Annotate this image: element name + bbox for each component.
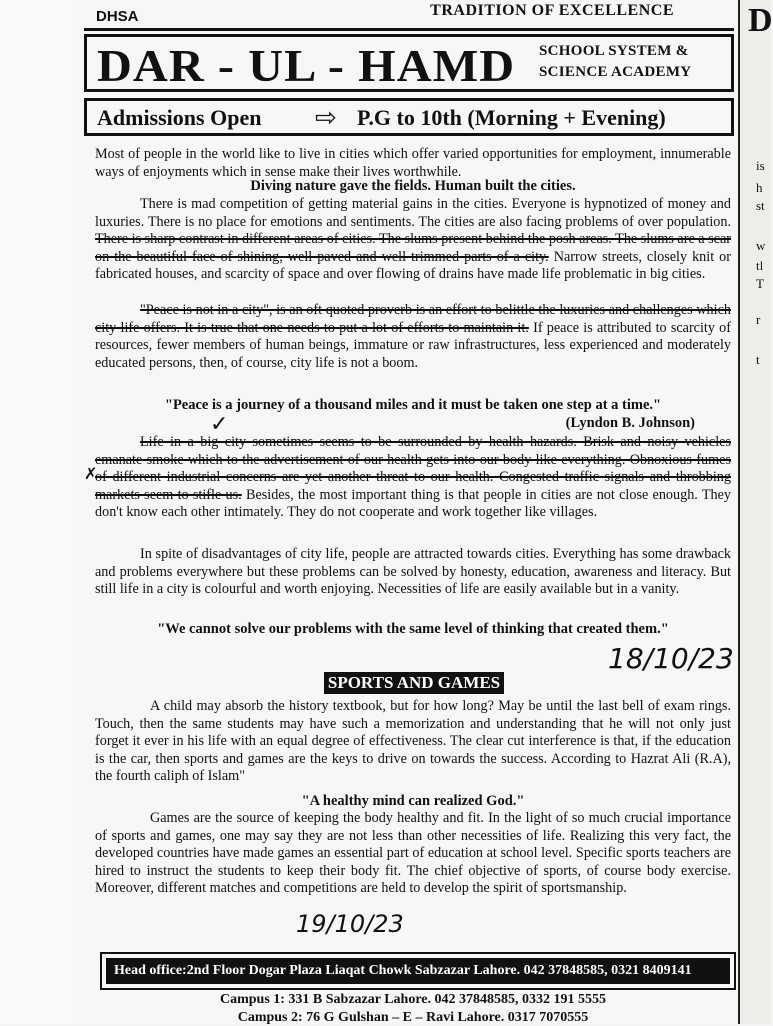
tagline: TRADITION OF EXCELLENCE	[430, 2, 674, 19]
campus-2: Campus 2: 76 G Gulshan – E – Ravi Lahore. 0317 7070555	[237, 1010, 589, 1025]
essay2-heading-wrap	[0, 672, 768, 694]
campus-1: Campus 1: 331 B Sabzazar Lahore. 042 37848585, 0332 191 5555	[219, 992, 607, 1007]
essay1-paragraph-1: Most of people in the world like to live in cities which offer varied opportunities for employment, innumerable ways of enjoyments which in sense make their lives worthwhile.	[95, 146, 731, 180]
header-top-row	[84, 0, 734, 28]
handwritten-date-1: 18/10/23	[608, 642, 734, 675]
essay2-paragraph-1: A child may absorb the history textbook, but for how long? May be until the last bell of exam rings. Touch, then the same students may have such a memorization and understanding that he will not only just forget it ever in his life with an equal degree of effectiveness. The clear cut interference is that, if the education is the car, then sports and games are the keys to drive on towards the success. According to Hazrat Ali (R.A), the fourth caliph of Islam"	[95, 698, 731, 785]
essay1-quote-2-author: (Lyndon B. Johnson)	[565, 415, 695, 431]
essay1-para3-text: If peace is attributed to scarcity of resources, fewer members of human beings, immature or raw infrastructures, less experienced and moderately educated persons, then, of course, city life is not a boom.	[95, 319, 732, 371]
header-rule	[84, 28, 734, 31]
essay1-quote-1: Diving nature gave the fields. Human built the cities.	[250, 178, 576, 194]
footer-banner	[100, 952, 736, 990]
brand-subtitle-2: SCIENCE ACADEMY	[539, 64, 692, 80]
brand-subtitle-1: SCHOOL SYSTEM &	[539, 43, 689, 59]
page-margin-left	[0, 0, 78, 1024]
brand-banner	[84, 34, 734, 92]
essay2-quote-1: "A healthy mind can realized God."	[301, 793, 525, 809]
essay1-paragraph-2	[95, 196, 731, 284]
essay1-para4-text: Besides, the most important thing is that people in cities are not close enough. They don't know each other intimately. They do not cooperate and work together like villages.	[95, 486, 731, 521]
head-office: Head office:2nd Floor Dogar Plaza Liaqat Chowk Sabzazar Lahore. 042 37848585, 0321 8409141	[106, 958, 730, 984]
essay1-paragraph-5: In spite of disadvantages of city life, people are attracted towards cities. Everything has some drawback and problems everywhere but these problems can be solved by honesty, education, awareness and literacy. But still life in a city is colourful and worth enjoying. Necessities of life are easily available but in a vanity.	[95, 546, 731, 598]
brand-name: DAR - UL - HAMD	[97, 40, 516, 91]
essay1-para4-struck: Life in a big city sometimes seems to be surrounded by health hazards. Brisk and noisy vehicles emanate smoke which to the advertisement of our health gets into our body like everything. Obnoxious fumes of different industrial concerns are yet another threat to our health. Congested traffic signals and throbbing markets seem to stifle us.	[95, 434, 731, 503]
admissions-detail: P.G to 10th (Morning + Evening)	[357, 105, 666, 130]
arrow-right-icon: ⇨	[315, 103, 337, 132]
admissions-label: Admissions Open	[97, 105, 262, 130]
checkmark-icon: ✓	[210, 412, 229, 437]
essay1-para2-struck: There is sharp contrast in different areas of cities. The slums present behind the posh areas. The slums are a scar on the beautiful face of shining, well paved and well trimmed parts of a city.	[95, 231, 731, 265]
essay2-paragraph-2: Games are the source of keeping the body healthy and fit. In the light of so much crucial importance of sports and games, one may say they are not less than other necessities of life. Realizing this very fact, the developed countries have made games an essential part of education at school level. Specific sports teachers are hired to instruct the students to keep their body fit. The chief objective of sports, of course body exercise. Moreover, different matches and competitions are held to develop the spirit of sportsmanship.	[95, 810, 731, 897]
margin-mark-icon: ✗	[84, 464, 98, 483]
essay1-quote-3: "We cannot solve our problems with the same level of thinking that created them."	[157, 621, 669, 637]
admissions-banner	[84, 98, 734, 136]
essay1-quote-2: "Peace is a journey of a thousand miles and it must be taken one step at a time."	[164, 397, 662, 413]
org-short-name: DHSA	[96, 8, 139, 25]
essay1-paragraph-3	[95, 302, 731, 372]
handwritten-date-2: 19/10/23	[296, 910, 404, 938]
essay1-paragraph-4	[95, 434, 731, 522]
essay1-para3-struck: "Peace is not in a city", is an oft quoted proverb is an effort to belittle the luxuries and challenges which city life offers. It is true that one needs to put a lot of efforts to maintain it.	[95, 302, 731, 336]
essay1-para2-text: There is mad competition of getting material gains in the cities. Everyone is hypnotized of money and luxuries. There is no place for emotions and sentiments. The cities are also facing problems of over population.	[95, 196, 731, 230]
adjacent-page-edge: D is h st w tl T r t	[738, 0, 770, 1024]
essay2-heading: SPORTS AND GAMES	[324, 672, 504, 694]
essay1-para2-text-b: Narrow streets, closely knit or fabricated houses, and scarcity of space and over flowing of drains have made life problematic in big cities.	[95, 248, 731, 283]
